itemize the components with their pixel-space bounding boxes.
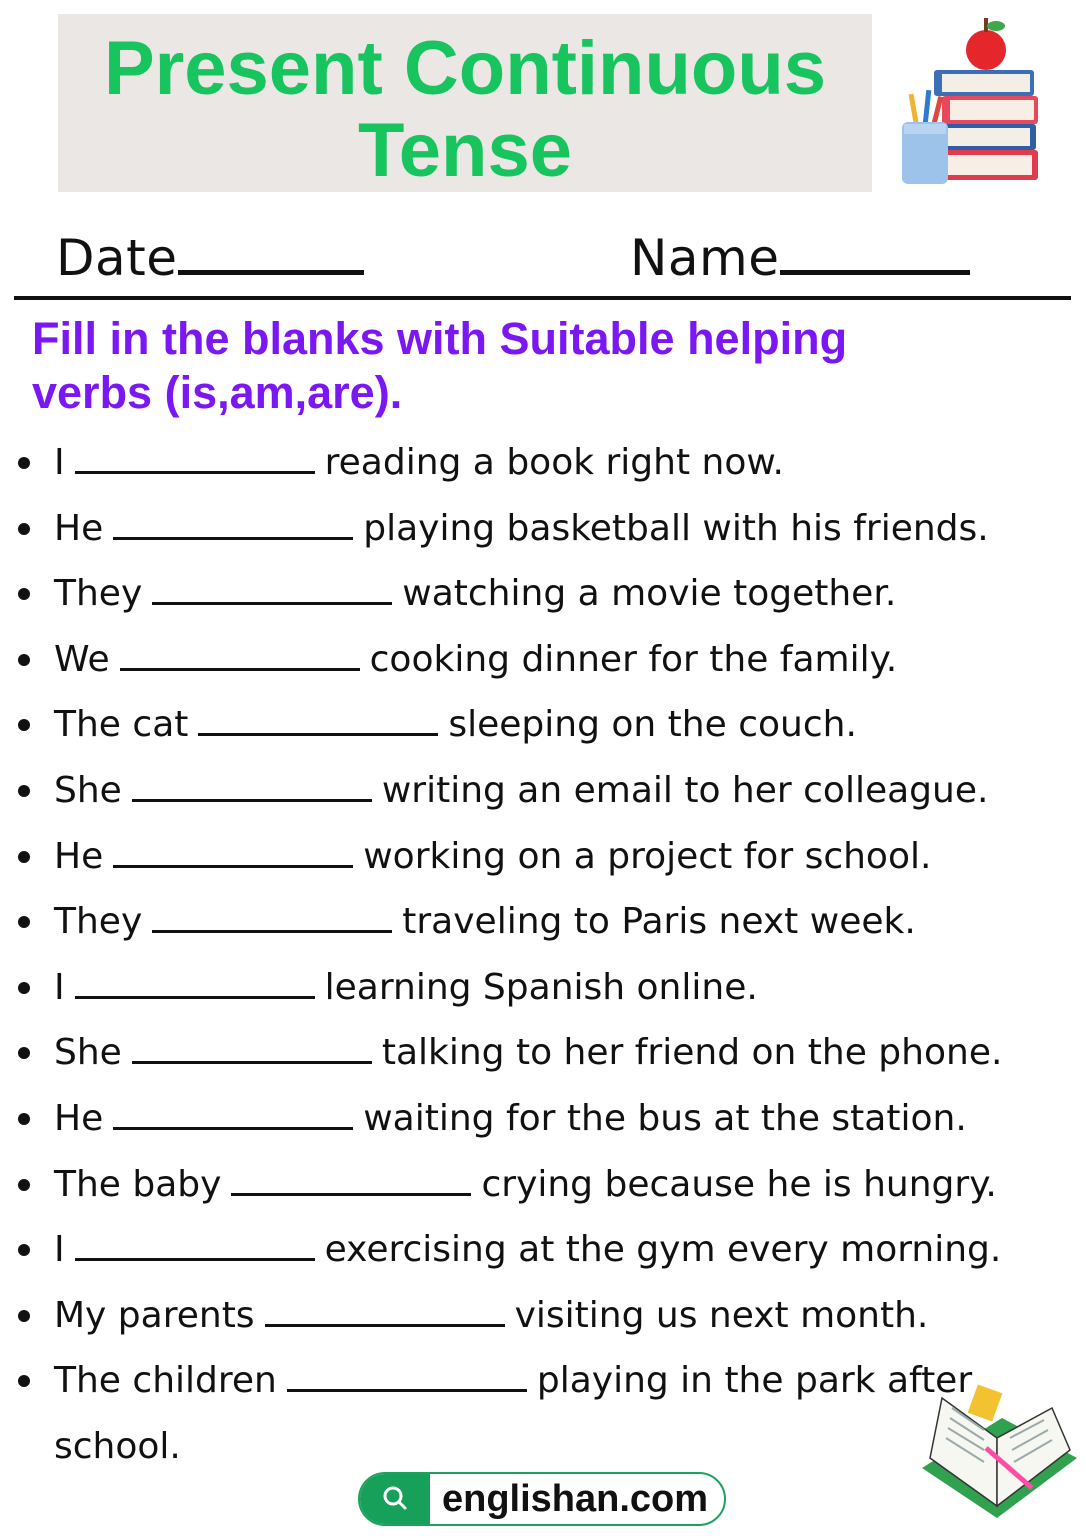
bullet-icon: [18, 1244, 30, 1256]
bullet-icon: [18, 523, 30, 535]
answer-blank[interactable]: [231, 1163, 471, 1196]
answer-blank[interactable]: [113, 1097, 353, 1130]
exercise-rest: sleeping on the couch.: [448, 704, 857, 746]
instruction-line-1: Fill in the blanks with Suitable helping: [32, 313, 848, 364]
exercise-rest: talking to her friend on the phone.: [381, 1032, 1003, 1074]
exercise-subject: They: [54, 901, 143, 943]
exercise-rest: learning Spanish online.: [324, 966, 758, 1008]
date-blank[interactable]: [178, 222, 364, 275]
exercise-item: [14, 1020, 1014, 1086]
exercise-subject: My parents: [54, 1294, 255, 1336]
exercise-subject: He: [54, 835, 104, 877]
answer-blank[interactable]: [75, 1228, 315, 1261]
title-line-1: Present Continuous: [103, 26, 827, 111]
title-line-2: Tense: [357, 108, 572, 193]
exercise-subject: She: [54, 1032, 122, 1074]
exercise-rest: traveling to Paris next week.: [402, 901, 916, 943]
exercise-item: [14, 561, 1014, 627]
bullet-icon: [18, 1310, 30, 1322]
bullet-icon: [18, 916, 30, 928]
exercise-subject: I: [54, 442, 65, 483]
title-box: [58, 14, 872, 192]
bullet-icon: [18, 851, 30, 863]
exercise-item: [14, 889, 1014, 955]
exercise-rest: writing an email to her colleague.: [381, 769, 989, 811]
answer-blank[interactable]: [265, 1294, 505, 1327]
bullet-icon: [18, 1375, 30, 1387]
exercise-subject: I: [54, 966, 65, 1008]
answer-blank[interactable]: [113, 835, 353, 868]
exercise-list: [14, 430, 1014, 1480]
answer-blank[interactable]: [132, 1031, 372, 1064]
page-title: [58, 28, 872, 192]
answer-blank[interactable]: [75, 966, 315, 999]
name-field: [630, 222, 970, 293]
date-field: [56, 222, 364, 293]
bullet-icon: [18, 982, 30, 994]
answer-blank[interactable]: [75, 441, 315, 474]
bullet-icon: [18, 785, 30, 797]
exercise-item: [14, 1086, 1014, 1152]
exercise-rest: cooking dinner for the family.: [369, 638, 898, 680]
exercise-subject: The children: [54, 1360, 277, 1402]
exercise-item: [14, 824, 1014, 890]
exercise-item: [14, 758, 1014, 824]
open-book-illustration: [912, 1378, 1082, 1528]
search-icon[interactable]: [360, 1474, 430, 1524]
exercise-item: [14, 1152, 1014, 1218]
exercise-item: [14, 955, 1014, 1021]
exercise-rest: playing in the park after: [536, 1360, 973, 1402]
exercise-rest: exercising at the gym every morning.: [324, 1229, 1002, 1271]
exercise-subject: He: [54, 507, 104, 549]
exercise-rest: playing basketball with his friends.: [363, 507, 989, 549]
exercise-item: [14, 692, 1014, 758]
exercise-item: [14, 496, 1014, 562]
exercise-rest: waiting for the bus at the station.: [363, 1097, 967, 1139]
answer-blank[interactable]: [152, 900, 392, 933]
divider-line: [14, 296, 1071, 300]
exercise-rest: reading a book right now.: [324, 442, 784, 483]
bullet-icon: [18, 1047, 30, 1059]
books-apple-illustration: [894, 14, 1044, 194]
bullet-icon: [18, 1179, 30, 1191]
exercise-rest: crying because he is hungry.: [481, 1163, 997, 1205]
exercise-item: [14, 430, 1014, 496]
exercise-rest: watching a movie together.: [402, 573, 897, 615]
date-label: Date: [56, 229, 178, 287]
website-url[interactable]: englishan.com: [442, 1478, 709, 1520]
instruction-line-2: verbs (is,am,are).: [32, 367, 403, 418]
exercise-subject: They: [54, 573, 143, 615]
exercise-rest: visiting us next month.: [514, 1294, 929, 1336]
bullet-icon: [18, 588, 30, 600]
answer-blank[interactable]: [198, 703, 438, 736]
bullet-icon: [18, 1113, 30, 1125]
instruction: [32, 312, 992, 420]
exercise-item: [14, 1348, 1014, 1414]
exercise-subject: She: [54, 769, 122, 811]
exercise-item: [14, 627, 1014, 693]
exercise-subject: I: [54, 1229, 65, 1271]
bullet-icon: [18, 457, 30, 469]
exercise-subject: He: [54, 1097, 104, 1139]
exercise-subject: The baby: [54, 1163, 222, 1205]
answer-blank[interactable]: [152, 572, 392, 605]
bullet-icon: [18, 654, 30, 666]
bullet-icon: [18, 719, 30, 731]
name-blank[interactable]: [780, 222, 970, 275]
exercise-subject: The cat: [54, 704, 189, 746]
answer-blank[interactable]: [132, 769, 372, 802]
exercise-subject: We: [54, 638, 110, 680]
answer-blank[interactable]: [120, 638, 360, 671]
answer-blank[interactable]: [287, 1359, 527, 1392]
exercise-continuation: school.: [54, 1425, 181, 1467]
exercise-item: [14, 1217, 1014, 1283]
exercise-item: [14, 1283, 1014, 1349]
exercise-rest: working on a project for school.: [363, 835, 932, 877]
website-search-bar[interactable]: [358, 1472, 726, 1526]
name-label: Name: [630, 229, 780, 287]
answer-blank[interactable]: [113, 507, 353, 540]
